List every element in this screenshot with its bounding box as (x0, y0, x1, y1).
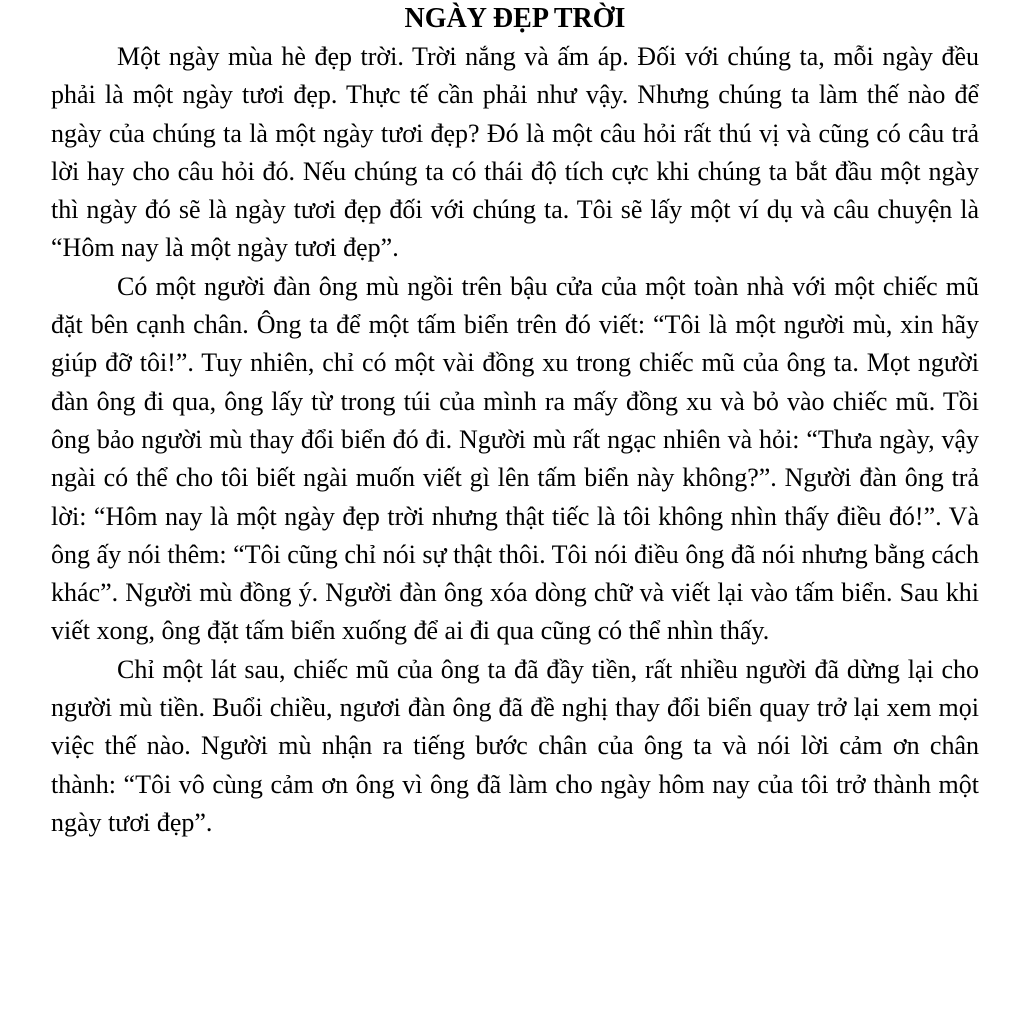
document-page (51, 2, 979, 842)
paragraph-ending: Chỉ một lát sau, chiếc mũ của ông ta đã đầy tiền, rất nhiều người đã dừng lại cho người mù tiền. Buổi chiều, ngươi đàn ông đã đề nghị thay đổi biển quay trở lại xem mọi việc thế nào. Người mù nhận ra tiếng bước chân của ông ta và nói lời cảm ơn chân thành: “Tôi vô cùng cảm ơn ông vì ông đã làm cho ngày hôm nay của tôi trở thành một ngày tươi đẹp”. (51, 654, 979, 837)
paragraph-story: Có một người đàn ông mù ngồi trên bậu cửa của một toàn nhà với một chiếc mũ đặt bên cạnh chân. Ông ta để một tấm biển trên đó viết: “Tôi là một người mù, xin hãy giúp đỡ tôi!”. Tuy nhiên, chỉ có một vài đồng xu trong chiếc mũ của ông ta. Mọt người đàn ông đi qua, ông lấy từ trong túi của mình ra mấy đồng xu và bỏ vào chiếc mũ. Tồi ông bảo người mù thay đổi biển đó đi. Người mù rất ngạc nhiên và hỏi: “Thưa ngày, vậy ngài có thể cho tôi biết ngài muốn viết gì lên tấm biển này không?”. Người đàn ông trả lời: “Hôm nay là một ngày đẹp trời nhưng thật tiếc là tôi không nhìn thấy điều đó!”. Và ông ấy nói thêm: “Tôi cũng chỉ nói sự thật thôi. Tôi nói điều ông đã nói nhưng bằng cách khác”. Người mù đồng ý. Người đàn ông xóa dòng chữ và viết lại vào tấm biển. Sau khi viết xong, ông đặt tấm biển xuống để ai đi qua cũng có thể nhìn thấy. (51, 271, 979, 646)
paragraph-intro: Một ngày mùa hè đẹp trời. Trời nắng và ấm áp. Đối với chúng ta, mỗi ngày đều phải là một ngày tươi đẹp. Thực tế cần phải như vậy. Nhưng chúng ta làm thế nào để ngày của chúng ta là một ngày tươi đẹp? Đó là một câu hỏi rất thú vị và cũng có câu trả lời hay cho câu hỏi đó. Nếu chúng ta có thái độ tích cực khi chúng ta bắt đầu một ngày thì ngày đó sẽ là ngày tươi đẹp đối với chúng ta. Tôi sẽ lấy một ví dụ và câu chuyện là “Hôm nay là một ngày tươi đẹp”. (51, 42, 979, 263)
document-title: NGÀY ĐẸP TRỜI (404, 3, 626, 34)
